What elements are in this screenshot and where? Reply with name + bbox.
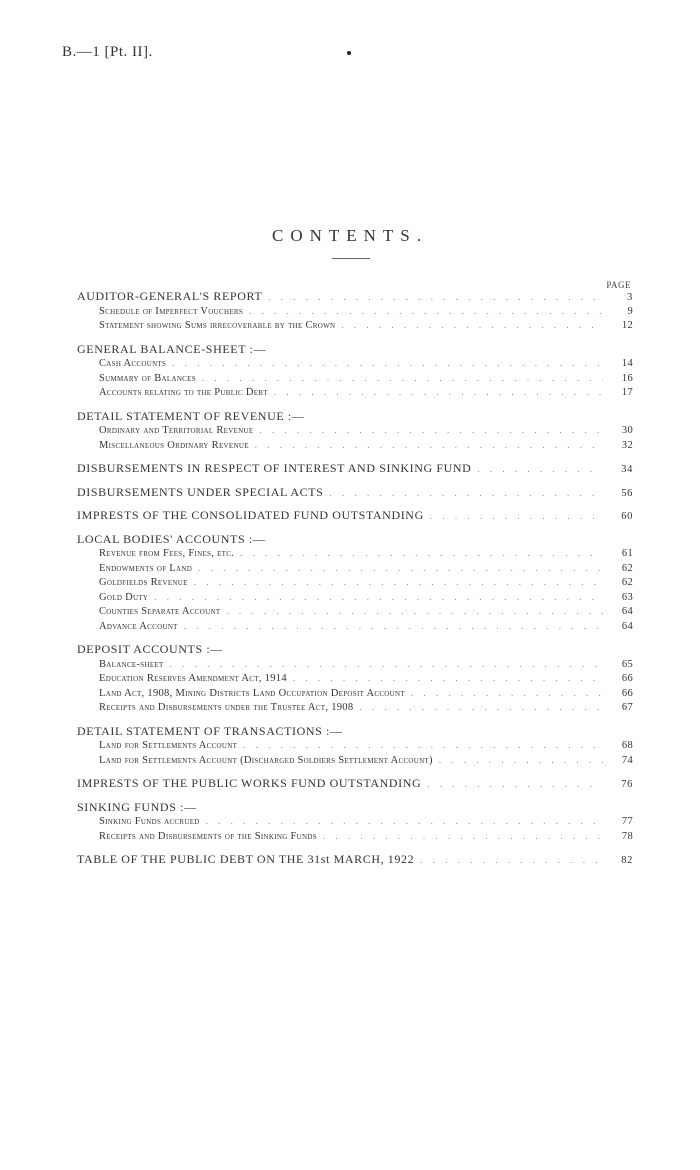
page-number: 12 bbox=[621, 320, 633, 331]
toc-item-label: Land for Settlements Account (Discharged Soldiers Settlement Account) bbox=[99, 754, 433, 766]
toc-section bbox=[77, 532, 633, 634]
page-number: 62 bbox=[621, 577, 633, 588]
page-number: 66 bbox=[621, 673, 633, 684]
toc-item bbox=[77, 438, 633, 453]
dot-leader bbox=[420, 853, 603, 868]
dot-leader bbox=[243, 738, 603, 753]
toc-item-label: Sinking Funds accrued bbox=[99, 816, 200, 827]
page-number: 66 bbox=[621, 687, 633, 699]
toc-section bbox=[77, 409, 633, 453]
dot-leader bbox=[154, 590, 603, 605]
toc-heading bbox=[77, 642, 633, 657]
dot-leader bbox=[259, 423, 603, 438]
toc-item-label: Gold Duty bbox=[99, 591, 149, 603]
toc-heading-label: IMPRESTS OF THE PUBLIC WORKS FUND OUTSTANDING bbox=[77, 776, 422, 790]
toc-item-label: Counties Separate Account bbox=[99, 606, 221, 617]
toc-item bbox=[77, 619, 633, 634]
page-number: 78 bbox=[621, 830, 633, 842]
toc-item-label: Goldfields Revenue bbox=[99, 577, 188, 588]
page-number: 16 bbox=[621, 372, 633, 384]
toc-heading-label: TABLE OF THE PUBLIC DEBT ON THE 31st MARCH, 1922 bbox=[77, 852, 415, 866]
toc-section bbox=[77, 461, 633, 476]
toc-heading bbox=[77, 800, 633, 815]
toc-section bbox=[77, 776, 633, 791]
toc-item-label: Summary of Balances bbox=[99, 372, 196, 384]
table-of-contents bbox=[77, 289, 633, 876]
dot-leader bbox=[202, 371, 603, 386]
toc-item-label: Miscellaneous Ordinary Revenue bbox=[99, 439, 249, 451]
dot-leader bbox=[293, 671, 603, 686]
dot-leader bbox=[198, 561, 603, 576]
page-number: 61 bbox=[621, 548, 633, 559]
page-number: 34 bbox=[621, 464, 633, 475]
toc-heading-label: DETAIL STATEMENT OF TRANSACTIONS :— bbox=[77, 723, 343, 738]
page-number: 82 bbox=[621, 855, 633, 866]
toc-section bbox=[77, 508, 633, 523]
toc-heading bbox=[77, 485, 633, 500]
toc-item bbox=[77, 318, 633, 333]
toc-item bbox=[77, 561, 633, 576]
toc-section bbox=[77, 642, 633, 715]
toc-section bbox=[77, 289, 633, 333]
toc-item-label: Land for Settlements Account bbox=[99, 740, 238, 751]
toc-heading bbox=[77, 409, 633, 424]
page-number: 62 bbox=[621, 562, 633, 574]
toc-section bbox=[77, 485, 633, 500]
dot-leader bbox=[268, 290, 603, 305]
page-number: 60 bbox=[621, 511, 633, 522]
toc-heading-label: LOCAL BODIES' ACCOUNTS :— bbox=[77, 531, 266, 546]
toc-heading-label: IMPRESTS OF THE CONSOLIDATED FUND OUTSTANDING bbox=[77, 508, 424, 522]
toc-item-label: Receipts and Disbursements of the Sinking Funds bbox=[99, 830, 317, 842]
toc-item-label: Ordinary and Territorial Revenue bbox=[99, 425, 254, 436]
toc-heading-label: DISBURSEMENTS IN RESPECT OF INTEREST AND SINKING FUND bbox=[77, 461, 472, 475]
toc-heading-label: DETAIL STATEMENT OF REVENUE :— bbox=[77, 408, 305, 423]
toc-heading-label: SINKING FUNDS :— bbox=[77, 799, 197, 814]
dot-leader bbox=[323, 829, 603, 844]
toc-item bbox=[77, 657, 633, 672]
toc-item bbox=[77, 753, 633, 768]
page-header: B.—1 [Pt. II]. bbox=[62, 44, 153, 60]
toc-section bbox=[77, 852, 633, 867]
dot-leader bbox=[329, 486, 603, 501]
toc-item bbox=[77, 604, 633, 619]
page-column-label: PAGE bbox=[606, 280, 631, 290]
page-number: 3 bbox=[627, 292, 633, 303]
toc-item bbox=[77, 814, 633, 829]
dot-leader bbox=[341, 318, 603, 333]
page-number: 14 bbox=[621, 358, 633, 369]
toc-item-label: Revenue from Fees, Fines, etc. bbox=[99, 548, 235, 559]
toc-item-label: Accounts relating to the Public Debt bbox=[99, 387, 268, 398]
toc-item bbox=[77, 304, 633, 319]
toc-item-label: Education Reserves Amendment Act, 1914 bbox=[99, 673, 287, 684]
toc-item bbox=[77, 738, 633, 753]
page-number: 65 bbox=[621, 658, 633, 670]
toc-item bbox=[77, 385, 633, 400]
toc-item bbox=[77, 423, 633, 438]
page-number: 17 bbox=[621, 387, 633, 398]
toc-heading-label: DEPOSIT ACCOUNTS :— bbox=[77, 642, 223, 656]
page-number: 9 bbox=[627, 305, 633, 317]
dot-leader bbox=[439, 753, 603, 768]
dot-leader bbox=[249, 304, 603, 319]
page-number: 64 bbox=[621, 606, 633, 617]
toc-item-label: Schedule of Imperfect Vouchers bbox=[99, 305, 244, 317]
toc-item-label: Receipts and Disbursements under the Trustee Act, 1908 bbox=[99, 702, 354, 713]
toc-item bbox=[77, 671, 633, 686]
toc-item-label: Balance-sheet bbox=[99, 658, 164, 670]
page-number: 67 bbox=[621, 702, 633, 713]
toc-heading-label: AUDITOR-GENERAL'S REPORT bbox=[77, 289, 263, 303]
toc-heading bbox=[77, 724, 633, 739]
dot-leader bbox=[255, 438, 603, 453]
toc-item-label: Endowments of Land bbox=[99, 562, 193, 574]
toc-heading bbox=[77, 461, 633, 476]
toc-section bbox=[77, 342, 633, 400]
toc-item bbox=[77, 829, 633, 844]
toc-item bbox=[77, 686, 633, 701]
toc-item-label: Land Act, 1908, Mining Districts Land Occupation Deposit Account bbox=[99, 687, 405, 699]
toc-heading bbox=[77, 776, 633, 791]
toc-heading-label: DISBURSEMENTS UNDER SPECIAL ACTS bbox=[77, 484, 324, 499]
dot-leader bbox=[194, 575, 603, 590]
page-number: 76 bbox=[621, 779, 633, 790]
toc-heading-label: GENERAL BALANCE-SHEET :— bbox=[77, 341, 267, 356]
dot-leader bbox=[226, 604, 603, 619]
toc-item bbox=[77, 356, 633, 371]
dot-leader bbox=[411, 686, 603, 701]
dot-leader bbox=[184, 619, 603, 634]
toc-item-label: Statement showing Sums irrecoverable by the Crown bbox=[99, 320, 336, 331]
title-rule bbox=[332, 258, 370, 259]
page-number: 30 bbox=[621, 425, 633, 436]
toc-section bbox=[77, 800, 633, 844]
toc-heading bbox=[77, 508, 633, 523]
dot-leader bbox=[170, 657, 603, 672]
toc-heading bbox=[77, 342, 633, 357]
toc-item bbox=[77, 590, 633, 605]
page-number: 56 bbox=[621, 487, 633, 499]
toc-section bbox=[77, 724, 633, 768]
dot-leader bbox=[172, 356, 603, 371]
page-number: 32 bbox=[621, 439, 633, 451]
toc-heading bbox=[77, 289, 633, 304]
toc-heading bbox=[77, 532, 633, 547]
toc-item bbox=[77, 575, 633, 590]
contents-title: CONTENTS. bbox=[271, 226, 429, 245]
toc-item bbox=[77, 371, 633, 386]
page-number: 63 bbox=[621, 591, 633, 603]
page-number: 74 bbox=[621, 754, 633, 766]
page-number: 64 bbox=[621, 620, 633, 632]
toc-item-label: Advance Account bbox=[99, 620, 178, 632]
page-number: 77 bbox=[621, 816, 633, 827]
dot-leader bbox=[274, 385, 603, 400]
dot-leader bbox=[477, 462, 603, 477]
dot-leader bbox=[427, 777, 603, 792]
dot-leader bbox=[430, 509, 603, 524]
dot-leader bbox=[240, 546, 603, 561]
toc-item-label: Cash Accounts bbox=[99, 358, 167, 369]
toc-heading bbox=[77, 852, 633, 867]
dot-leader bbox=[206, 814, 603, 829]
page-number: 68 bbox=[621, 740, 633, 751]
toc-item bbox=[77, 546, 633, 561]
ink-speck bbox=[347, 51, 351, 55]
toc-item bbox=[77, 700, 633, 715]
dot-leader bbox=[359, 700, 603, 715]
